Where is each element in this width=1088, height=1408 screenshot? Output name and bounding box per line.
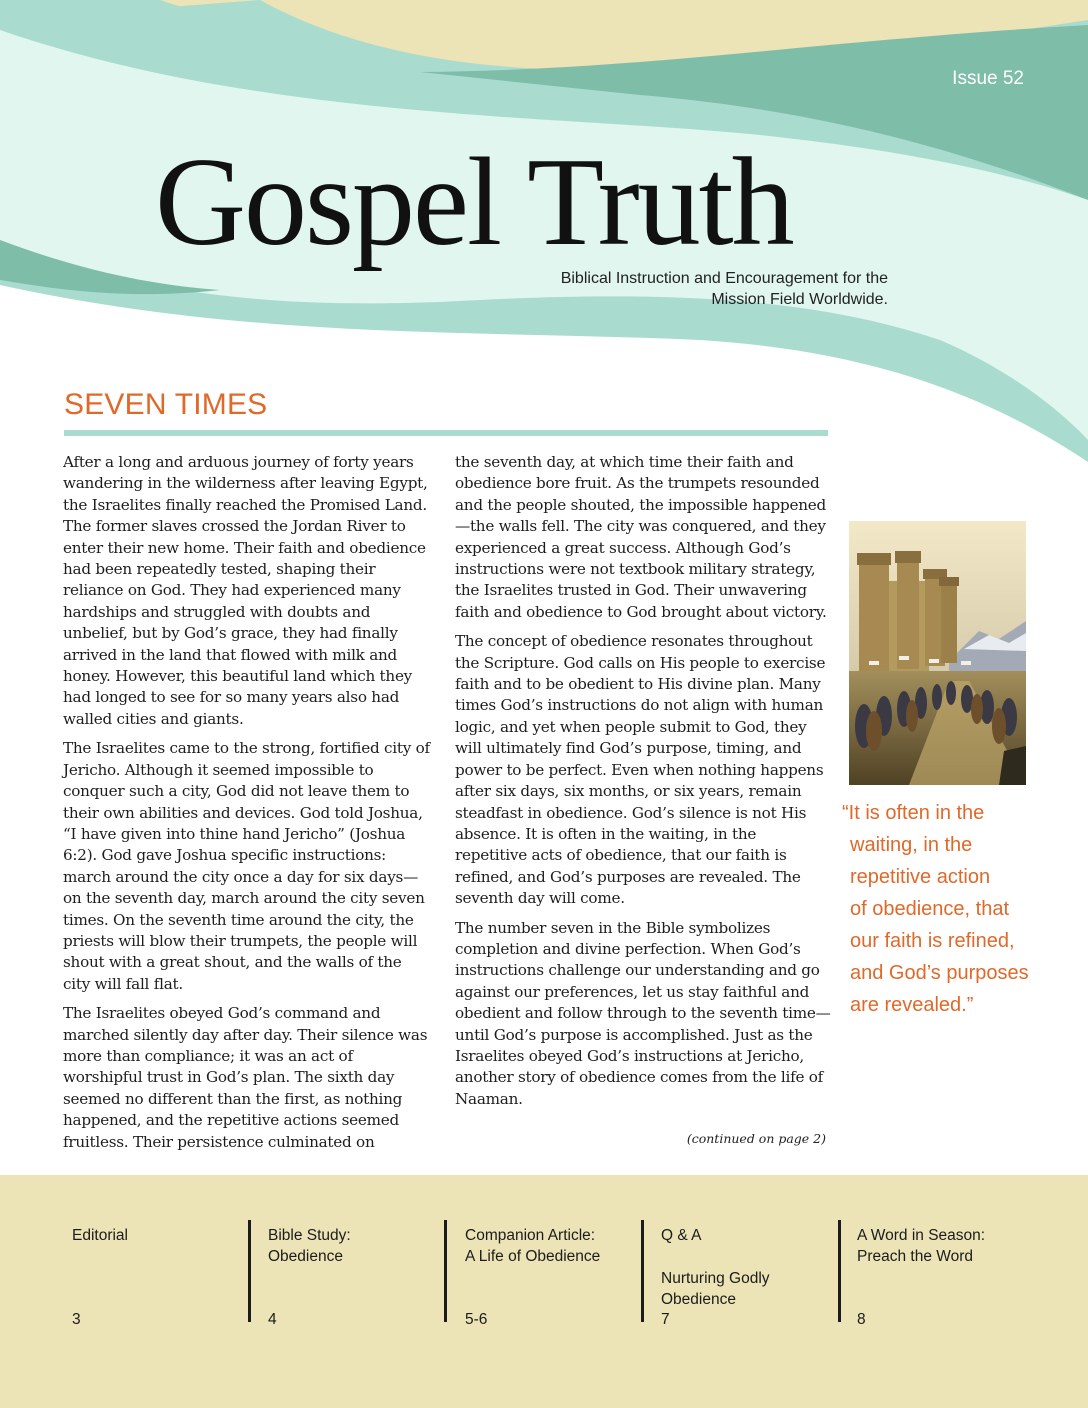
toc-item-label: Obedience — [661, 1291, 736, 1309]
masthead-title: Gospel Truth — [155, 133, 793, 272]
article-paragraph: The Israelites obeyed God’s command and marched silently day after day. Their silence was more than compliance; it was an act of worshipful trust in God’s plan. The sixth day seemed no different than the first, as nothing happened, and the repetitive actions seemed fruitless. Their persistence culminated on — [63, 1004, 428, 1151]
toc-item-word-in-season[interactable] — [857, 1225, 1032, 1325]
toc-item-label: Nurturing Godly — [661, 1269, 770, 1287]
toc-item-q-and-a[interactable] — [661, 1225, 836, 1325]
pull-quote-line: waiting, in the — [850, 834, 973, 856]
pull-quote-line: and God’s purposes — [850, 962, 1029, 984]
tagline-line: Mission Field Worldwide. — [711, 291, 888, 308]
pull-quote-line: our faith is refined, — [850, 930, 1015, 952]
article-paragraph: the seventh day, at which time their faith and obedience bore fruit. As the trumpets resounded and the people shouted, the impossible happened—the walls fell. The city was conquered, and they experienced a great success. Although God’s instructions were not textbook military strategy, the Israelites trusted in God. Their unwavering faith and obedience to God brought about victory. — [455, 453, 827, 621]
title-divider — [64, 430, 828, 436]
article-column-left — [63, 452, 433, 1161]
toc-item-label — [661, 1246, 836, 1267]
toc-item-label: Editorial — [72, 1227, 128, 1244]
tagline — [561, 268, 888, 310]
toc-page-number: 4 — [268, 1311, 277, 1328]
toc-item-companion-article[interactable] — [465, 1225, 640, 1325]
article-paragraph: The number seven in the Bible symbolizes completion and divine perfection. When God’s instructions challenge our understanding and go against our preferences, let us stay faithful and obedient and follow through to the seventh time—until God’s purpose is accomplished. Just as the Israelites obeyed God’s instructions at Jericho, another story of obedience comes from the life of Naaman. — [455, 918, 831, 1108]
toc-item-editorial[interactable] — [72, 1225, 247, 1325]
toc-item-label: Preach the Word — [857, 1248, 974, 1266]
toc-item-label: Companion Article: — [465, 1227, 596, 1244]
article-paragraph: After a long and arduous journey of forty years wandering in the wilderness after leaving Egypt, the Israelites finally reached the Promised Land. The former slaves crossed the Jordan River to enter their new home. Their faith and obedience had been repeatedly tested, shaping their reliance on God. They had experienced many hardships and struggled with doubts and unbelief, but by God’s grace, they had finally arrived in the land that flowed with milk and honey. However, this beautiful land which they had longed to see for so many years also had walled cities and giants. — [63, 453, 428, 728]
article-paragraph: The Israelites came to the strong, fortified city of Jericho. Although it seemed impossible to conquer such a city, God did not leave them to their own abilities and devices. God told Joshua, “I have given into thine hand Jericho” (Joshua 6:2). God gave Joshua specific instructions: march around the city once a day for six days—on the seventh day, march around the city seven times. On the seventh time around the city, the priests will blow their trumpets, the people will shout with a great shout, and the walls of the city will fall flat. — [63, 739, 430, 993]
toc-divider — [444, 1220, 447, 1322]
pull-quote-line: of obedience, that — [850, 898, 1010, 920]
toc-item-label: Q & A — [661, 1227, 702, 1244]
continued-note: (continued on page 2) — [686, 1131, 826, 1146]
toc-item-bible-study[interactable] — [268, 1225, 443, 1325]
jericho-illustration — [849, 521, 1026, 785]
toc-page-number: 7 — [661, 1311, 670, 1328]
pull-quote — [842, 797, 1057, 1021]
pull-quote-line: repetitive action — [850, 866, 991, 888]
issue-number: Issue 52 — [952, 68, 1024, 89]
toc-divider — [838, 1220, 841, 1322]
toc-page-number: 8 — [857, 1311, 866, 1328]
toc-item-label: Bible Study: — [268, 1227, 351, 1244]
toc-page-number: 3 — [72, 1311, 81, 1328]
toc-item-label: A Word in Season: — [857, 1227, 986, 1244]
toc-page-number: 5-6 — [465, 1311, 488, 1328]
toc-item-label: Obedience — [268, 1248, 343, 1266]
toc-divider — [641, 1220, 644, 1322]
pull-quote-line: “It is often in the — [842, 802, 985, 824]
article-paragraph: The concept of obedience resonates throughout the Scripture. God calls on His people to exercise faith and to be obedient to His divine plan. Many times God’s instructions do not align with human logic, and yet when people submit to God, they will ultimately find God’s purpose, timing, and power to be perfect. Even when nothing happens after six days, six months, or six years, remain steadfast in obedience. God’s silence is not His absence. It is often in the waiting, in the repetitive acts of obedience, that our faith is refined, and God’s purposes are revealed. The seventh day will come. — [455, 632, 826, 908]
toc-divider — [248, 1220, 251, 1322]
article-title: SEVEN TIMES — [64, 388, 268, 421]
tagline-line: Biblical Instruction and Encouragement for the — [560, 270, 888, 287]
pull-quote-line: are revealed.” — [850, 994, 974, 1016]
article-column-right — [455, 452, 831, 1118]
toc-item-label: A Life of Obedience — [465, 1248, 601, 1266]
